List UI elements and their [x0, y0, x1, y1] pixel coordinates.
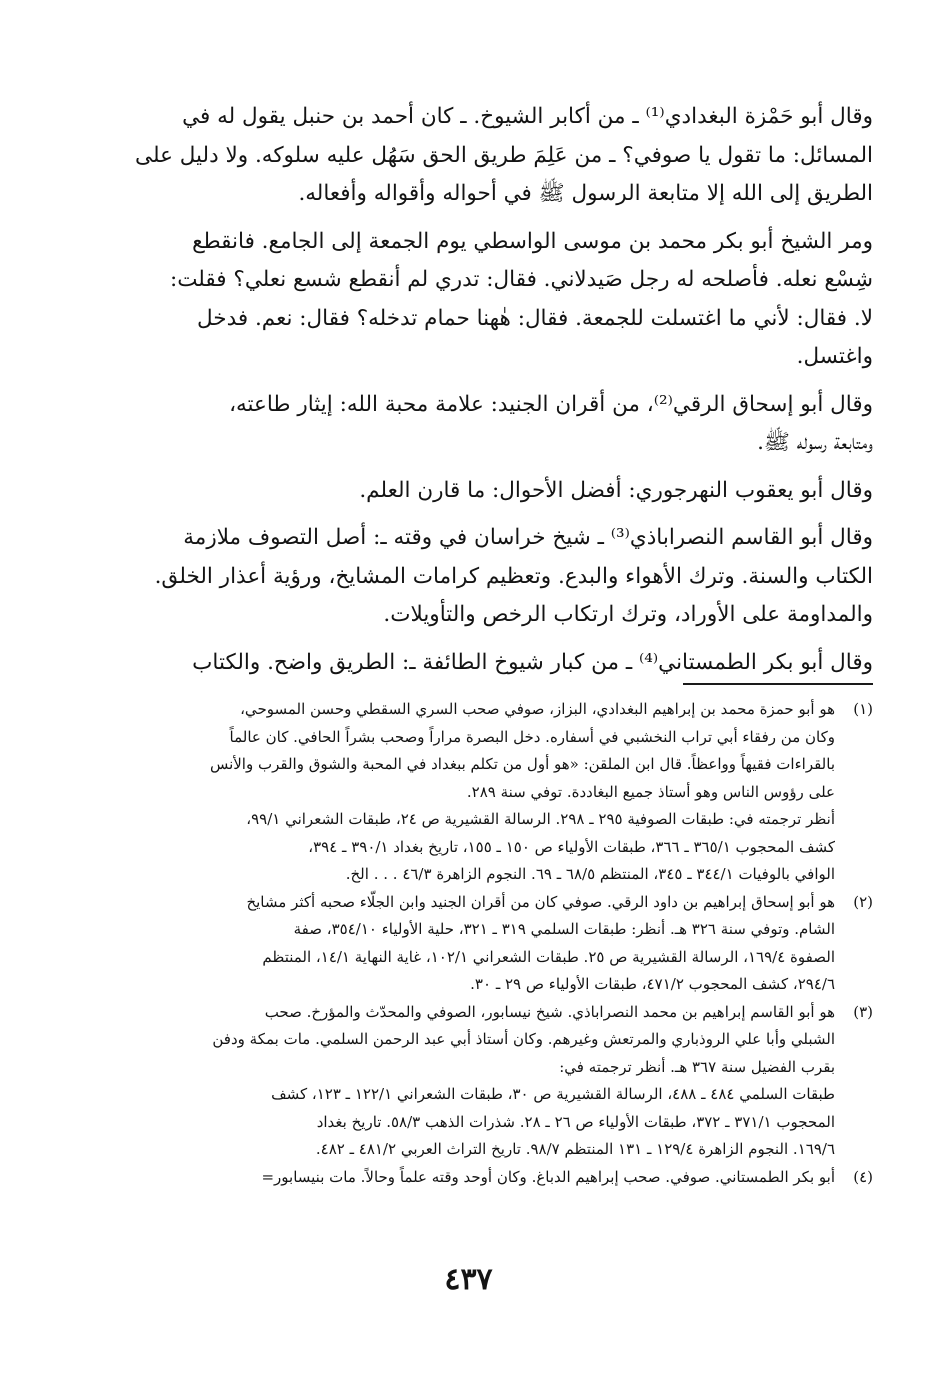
main-text	[118, 98, 873, 691]
footnote-body	[118, 889, 835, 999]
text-line: ومتابعة رسوله ﷺ.	[757, 430, 873, 455]
text-line: واغتسل.	[796, 344, 873, 369]
footnote	[118, 696, 873, 889]
text-line: المسائل: ما تقول يا صوفي؟ ـ من عَلِمَ طريق الحق سَهُل عليه سلوكه. ولا دليل على	[135, 142, 873, 168]
footnote-line: هو أبو إسحاق إبراهيم بن داود الرقي. صوفي كان من أقران الجنيد وابن الجلّاء صحبه أكثر مشايخ	[246, 892, 835, 911]
page-number: ٤٣٧	[444, 1262, 493, 1297]
footnote-line: أبو بكر الطمستاني. صوفي. صحب إبراهيم الدباغ. وكان أوحد وقته علماً وحالاً. مات بنيسابور=	[261, 1167, 835, 1186]
text-line: والمداومة على الأوراد، وترك ارتكاب الرخص والتأويلات.	[383, 602, 873, 627]
footnote-line: ١٦٩/٦. النجوم الزاهرة ١٢٩/٤ ـ ١٣١ المنتظم ٩٨/٧. تاريخ التراث العربي ٤٨١/٢ ـ ٤٨٢.	[315, 1140, 835, 1158]
text-line: ومر الشيخ أبو بكر محمد بن موسى الواسطي يوم الجمعة إلى الجامع. فانقطع	[192, 228, 873, 254]
paragraph	[118, 98, 873, 214]
footnote	[118, 1164, 873, 1192]
paragraph	[118, 472, 873, 511]
paragraph	[118, 644, 873, 683]
text-line: وقال أبو حَمْزة البغدادي⁽¹⁾ ـ من أكابر الشيوخ. ـ كان أحمد بن حنبل يقول له في	[182, 104, 873, 129]
text-line: وقال أبو إسحاق الرقي⁽²⁾، من أقران الجنيد: علامة محبة الله: إيثار طاعته،	[229, 391, 873, 417]
footnote-line: المحجوب ٣٧١/١ ـ ٣٧٢، طبقات الأولياء ص ٢٦ ـ ٢٨. شذرات الذهب ٥٨/٣. تاريخ بغداد	[316, 1112, 835, 1131]
footnote-line: طبقات السلمي ٤٨٤ ـ ٤٨٨، الرسالة القشيرية ص ٣٠، طبقات الشعراني ١٢٢/١ ـ ١٢٣، كشف	[271, 1085, 835, 1103]
footnote-line: هو أبو حمزة محمد بن إبراهيم البغدادي، البزاز، صوفي صحب السري السقطي وحسن المسوحي،	[240, 700, 835, 718]
footnotes	[118, 696, 873, 1191]
footnote-separator	[683, 683, 873, 685]
footnote-line: الوافي بالوفيات ٣٤٤/١ ـ ٣٤٥، المنتظم ٦٨/٥ ـ ٦٩. النجوم الزاهرة ٤٦/٣ . . . الخ.	[345, 865, 835, 883]
footnote-number: (٣)	[853, 1002, 873, 1021]
footnote-line: بقرب الفضيل سنة ٣٦٧ هـ. أنظر ترجمته في:	[559, 1057, 835, 1076]
text-line: وقال أبو يعقوب النهرجوري: أفضل الأحوال: ما قارن العلم.	[359, 477, 873, 503]
text-line: وقال أبو بكر الطمستاني⁽⁴⁾ ـ من كبار شيوخ الطائفة ـ: الطريق واضح. والكتاب	[192, 649, 873, 675]
footnote-line: الصفوة ١٦٩/٤، الرسالة القشيرية ص ٢٥. طبقات الشعراني ١٠٢/١، غاية النهاية ١٤/١، المنتظم	[262, 947, 835, 966]
paragraph	[118, 223, 873, 377]
footnote-line: وكان من رفقاء أبي تراب النخشبي في أسفاره. دخل البصرة مراراً وصحب بشراً الحافي. كان عالماً	[229, 727, 835, 746]
footnote-line: كشف المحجوب ٣٦٥/١ ـ ٣٦٦، طبقات الأولياء ص ١٥٠ ـ ١٥٥، تاريخ بغداد ٣٩٠/١ ـ ٣٩٤،	[308, 837, 835, 856]
text-line: الطريق إلى الله إلا متابعة الرسول ﷺ في أحواله وأقواله وأفعاله.	[298, 181, 873, 206]
text-line: شِسْع نعله. فأصلحه له رجل صَيدلاني. فقال: تدري لم أنقطع شسع نعلي؟ فقلت:	[169, 267, 873, 292]
footnote	[118, 999, 873, 1164]
footnote-body	[118, 1164, 835, 1192]
footnote-number: (٢)	[853, 892, 873, 911]
footnote-number: (٤)	[853, 1167, 873, 1186]
text-line: لا. فقال: لأني ما اغتسلت للجمعة. فقال: هٰهنا حمام تدخله؟ فقال: نعم. فدخل	[197, 305, 873, 331]
text-line: وقال أبو القاسم النصراباذي⁽³⁾ ـ شيخ خراسان في وقته ـ: أصل التصوف ملازمة	[183, 525, 873, 550]
footnote-line: الشام. وتوفي سنة ٣٢٦ هـ. أنظر: طبقات السلمي ٣١٩ ـ ٣٢١، حلية الأولياء ٣٥٤/١٠، صفة	[293, 920, 835, 938]
footnote-body	[118, 999, 835, 1164]
paragraph	[118, 519, 873, 635]
footnote-line: بالقراءات فقيهاً وواعظاً. قال ابن الملقن: «هو أول من تكلم ببغداد في المحبة والشوق والقرب والأنس	[209, 755, 835, 773]
footnote-line: ٢٩٤/٦، كشف المحجوب ٤٧١/٢، طبقات الأولياء ص ٢٩ ـ ٣٠.	[470, 975, 835, 993]
paragraph	[118, 386, 873, 463]
text-line: الكتاب والسنة. وترك الأهواء والبدع. وتعظيم كرامات المشايخ، ورؤية أعذار الخلق.	[154, 563, 873, 589]
footnote	[118, 889, 873, 999]
footnote-line: هو أبو القاسم إبراهيم بن محمد النصراباذي. شيخ نيسابور، الصوفي والمحدّث والمؤرخ. صحب	[264, 1002, 835, 1021]
footnote-line: على رؤوس الناس وهو أستاذ جميع البغاددة. توفي سنة ٢٨٩.	[466, 782, 835, 801]
footnote-line: الشبلي وأبا علي الروذباري والمرتعش وغيرهم. وكان أستاذ أبي عبد الرحمن السلمي. مات بمكة ودفن	[212, 1030, 835, 1048]
footnote-body	[118, 696, 835, 889]
footnote-number: (١)	[853, 700, 873, 718]
footnote-line: أنظر ترجمته في: طبقات الصوفية ٢٩٥ ـ ٢٩٨. الرسالة القشيرية ص ٢٤، طبقات الشعراني ٩٩/١،	[246, 810, 835, 828]
